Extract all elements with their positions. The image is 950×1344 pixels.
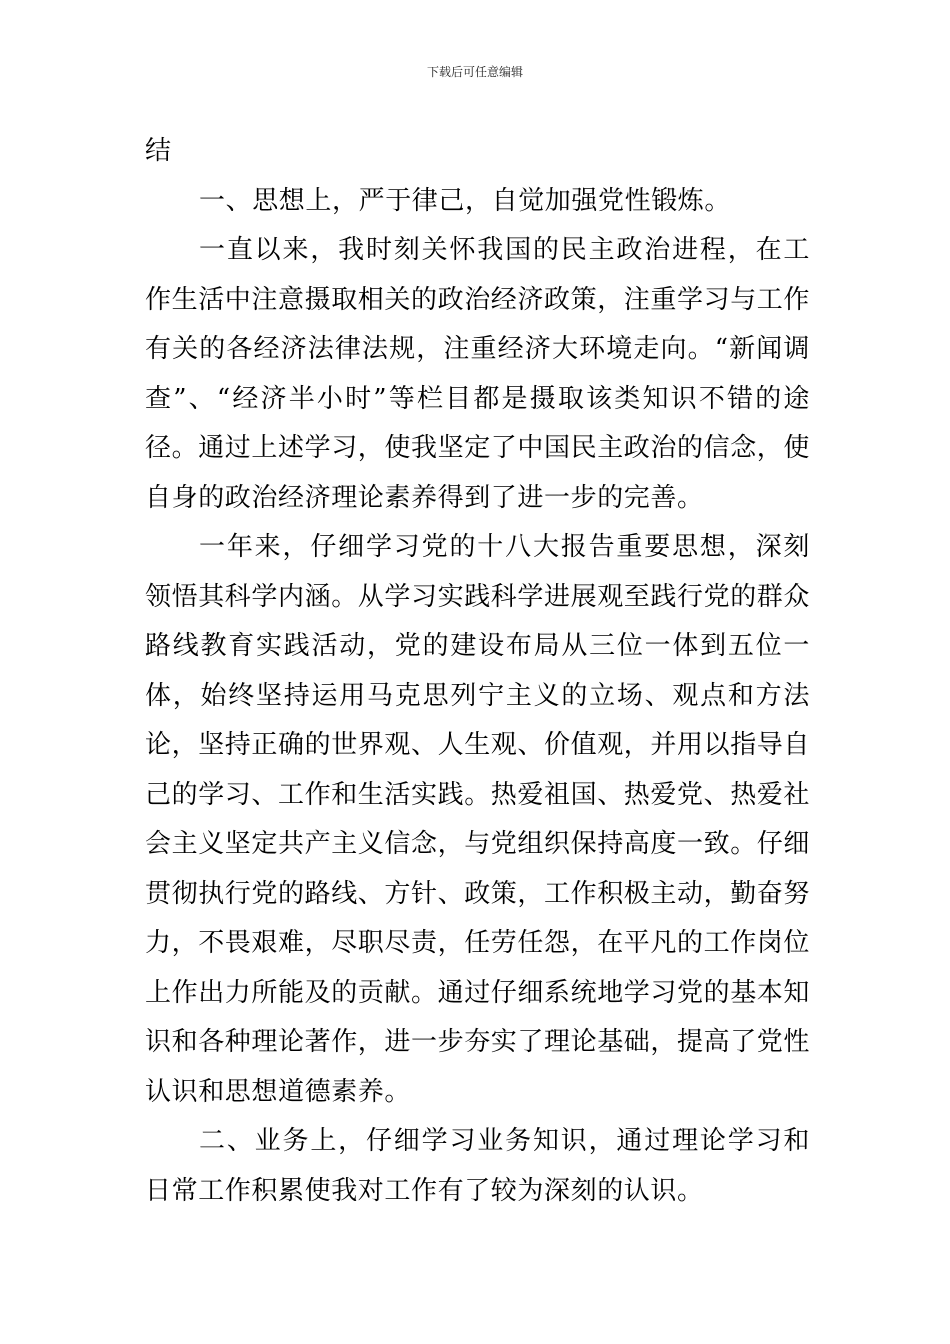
page-header-note: 下载后可任意编辑 [426, 65, 523, 79]
section-heading-business: 二、业务上，仔细学习业务知识，通过理论学习和日常工作积累使我对工作有了较为深刻的认识。 [145, 1126, 810, 1206]
document-body [145, 127, 810, 1216]
section-heading-ideology: 一、思想上，严于律己，自觉加强党性锻炼。 [199, 185, 732, 216]
paragraph-party-theory: 一年来，仔细学习党的十八大报告重要思想，深刻领悟其科学内涵。从学习实践科学进展观至践行党的群众路线教育实践活动，党的建设布局从三位一体到五位一体，始终坚持运用马克思列宁主义的立场、观点和方法论，坚持正确的世界观、人生观、价值观，并用以指导自己的学习、工作和生活实践。热爱祖国、热爱党、热爱社会主义坚定共产主义信念，与党组织保持高度一致。仔细贯彻执行党的路线、方针、政策，工作积极主动，勤奋努力，不畏艰难，尽职尽责，任劳任怨，在平凡的工作岗位上作出力所能及的贡献。通过仔细系统地学习党的基本知识和各种理论著作，进一步夯实了理论基础，提高了党性认识和思想道德素养。 [145, 532, 811, 1107]
paragraph-political-study: 一直以来，我时刻关怀我国的民主政治进程，在工作生活中注意摄取相关的政治经济政策，注重学习与工作有关的各经济法律法规，注重经济大环境走向。“新闻调查”、“经济半小时”等栏目都是摄取该类知识不错的途径。通过上述学习，使我坚定了中国民主政治的信念，使自身的政治经济理论素养得到了进一步的完善。 [145, 235, 811, 513]
paragraph-continuation: 结 [145, 136, 172, 166]
